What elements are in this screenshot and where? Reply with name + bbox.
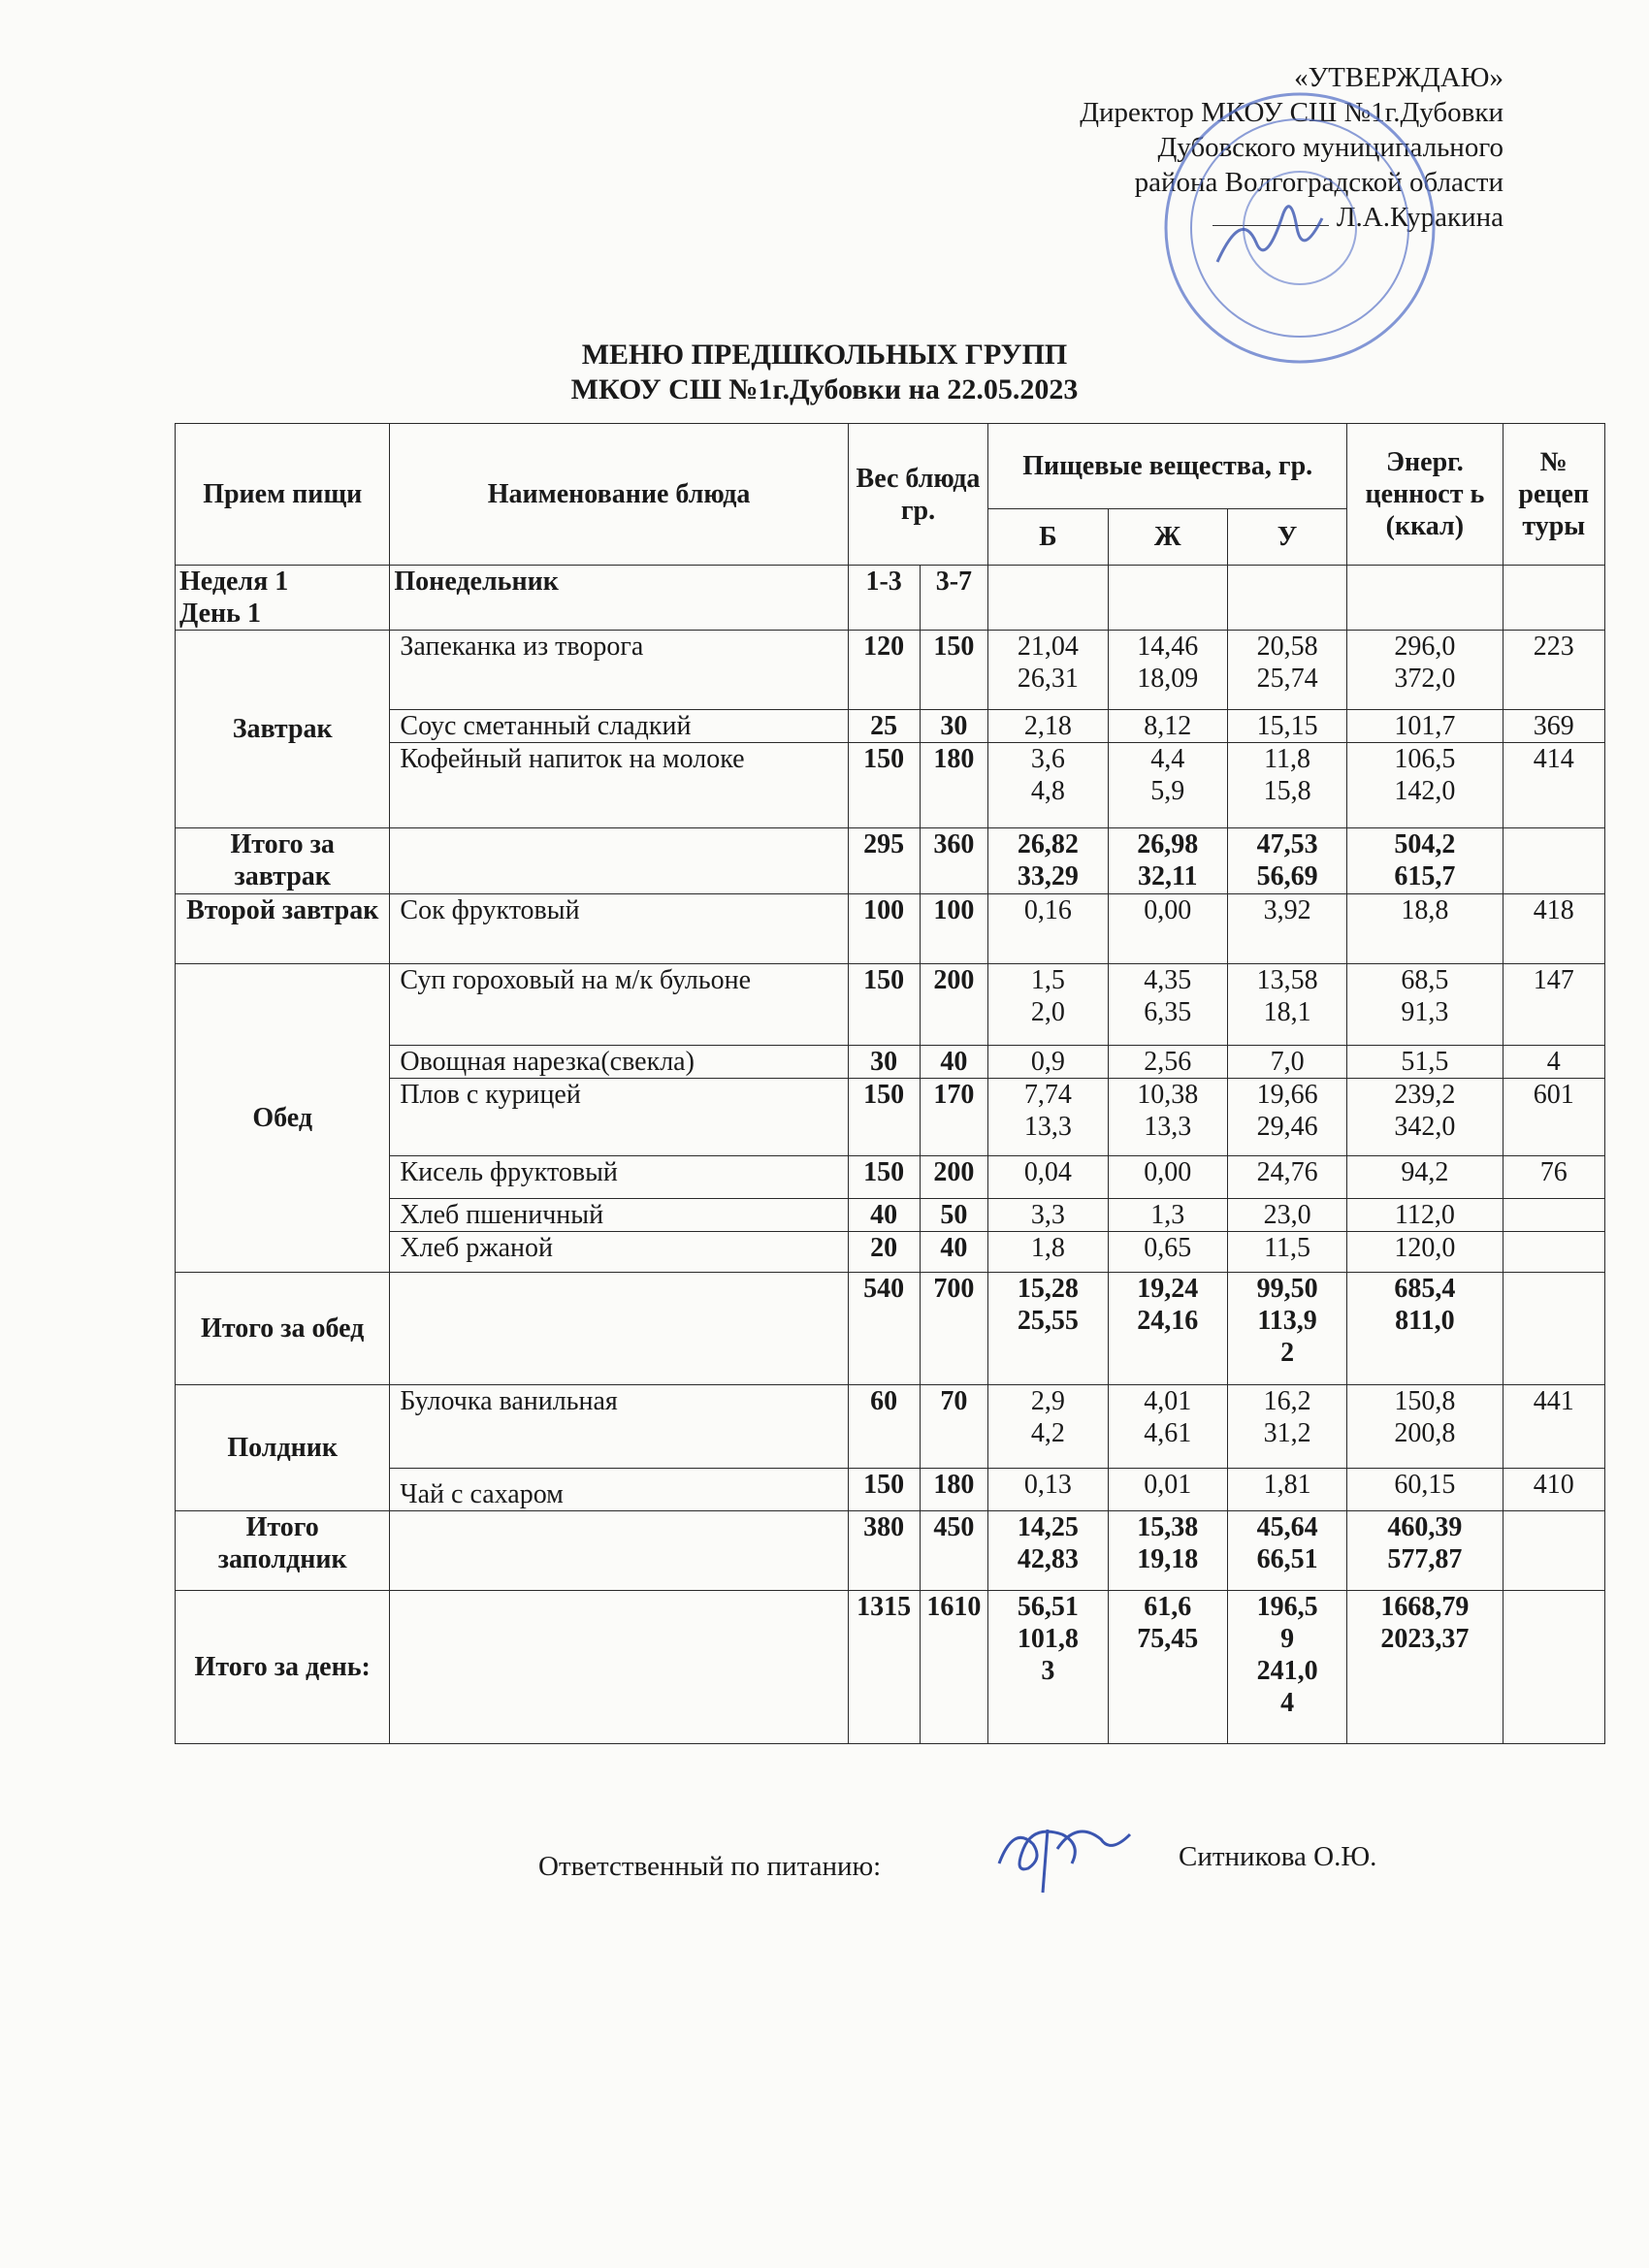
- value: 2: [1280, 1338, 1295, 1368]
- value: 16,2: [1263, 1386, 1311, 1416]
- header-zh: Ж: [1108, 509, 1227, 566]
- energy-cell: 101,7: [1347, 710, 1503, 743]
- table-row: [176, 631, 1605, 710]
- value: 14,25: [1017, 1512, 1079, 1542]
- carb-cell: [1227, 1511, 1346, 1591]
- empty-cell: [1503, 1591, 1605, 1744]
- protein-cell: [988, 1385, 1108, 1469]
- value: 99,50: [1256, 1274, 1318, 1304]
- value: 3: [1041, 1656, 1055, 1686]
- weight-1-3: 150: [848, 1469, 920, 1511]
- weight-3-7: 700: [920, 1273, 988, 1385]
- value: 42,83: [1017, 1544, 1079, 1574]
- carb-cell: 23,0: [1227, 1199, 1346, 1232]
- weight-1-3: 1315: [848, 1591, 920, 1744]
- value: 2,0: [1030, 997, 1065, 1027]
- value: 24,16: [1137, 1306, 1199, 1336]
- fat-cell: 0,00: [1108, 1156, 1227, 1199]
- recipe-number: 223: [1503, 631, 1605, 710]
- value: 18,09: [1137, 664, 1199, 694]
- carb-cell: [1227, 964, 1346, 1046]
- value: 20,58: [1256, 632, 1318, 662]
- table-row: [176, 1232, 1605, 1273]
- value: 296,0: [1394, 632, 1456, 662]
- header-energy: Энерг. ценност ь (ккал): [1347, 424, 1503, 566]
- table-row: [176, 1591, 1605, 1744]
- value: 101,8: [1017, 1624, 1079, 1654]
- weight-1-3: 150: [848, 1156, 920, 1199]
- energy-cell: [1347, 631, 1503, 710]
- title-line1: МЕНЮ ПРЕДШКОЛЬНЫХ ГРУПП: [581, 339, 1068, 371]
- value: 31,2: [1263, 1418, 1311, 1448]
- week-label1: Неделя 1: [179, 567, 289, 597]
- day-name: Понедельник: [390, 566, 848, 631]
- value: 113,9: [1257, 1306, 1317, 1336]
- protein-cell: [988, 631, 1108, 710]
- weight-1-3: 150: [848, 964, 920, 1046]
- age-group-1-3: 1-3: [848, 566, 920, 631]
- weight-1-3: 60: [848, 1385, 920, 1469]
- protein-cell: [988, 1273, 1108, 1385]
- responsible-label: Ответственный по питанию:: [538, 1851, 882, 1882]
- energy-cell: [1347, 1511, 1503, 1591]
- value: 56,69: [1256, 861, 1318, 891]
- value: 372,0: [1394, 664, 1456, 694]
- energy-cell: 18,8: [1347, 894, 1503, 964]
- recipe-number: 369: [1503, 710, 1605, 743]
- value: 239,2: [1394, 1080, 1456, 1110]
- value: 4,8: [1030, 776, 1065, 806]
- value: 4,4: [1150, 744, 1185, 774]
- weight-3-7: 170: [920, 1079, 988, 1156]
- value: 91,3: [1401, 997, 1449, 1027]
- fat-cell: [1108, 1273, 1227, 1385]
- weight-1-3: 540: [848, 1273, 920, 1385]
- weight-3-7: 1610: [920, 1591, 988, 1744]
- empty-cell: [1503, 1511, 1605, 1591]
- value: 32,11: [1137, 861, 1198, 891]
- fat-cell: 1,3: [1108, 1199, 1227, 1232]
- empty-cell: [1347, 566, 1503, 631]
- table-row: [176, 964, 1605, 1046]
- carb-cell: 1,81: [1227, 1469, 1346, 1511]
- recipe-number: 76: [1503, 1156, 1605, 1199]
- meal-second-breakfast: Второй завтрак: [176, 894, 390, 964]
- value: 11,8: [1264, 744, 1311, 774]
- header-weight: Вес блюда гр.: [848, 424, 987, 566]
- weight-1-3: 380: [848, 1511, 920, 1591]
- carb-cell: [1227, 1273, 1346, 1385]
- recipe-number: 410: [1503, 1469, 1605, 1511]
- approval-block: [931, 60, 1504, 235]
- value: 1,5: [1030, 965, 1065, 995]
- energy-cell: 60,15: [1347, 1469, 1503, 1511]
- menu-table: [175, 423, 1605, 1744]
- fat-cell: [1108, 1079, 1227, 1156]
- dish-name: Сок фруктовый: [390, 894, 848, 964]
- carb-cell: [1227, 1079, 1346, 1156]
- weight-3-7: 100: [920, 894, 988, 964]
- carb-cell: 24,76: [1227, 1156, 1346, 1199]
- empty-cell: [1108, 566, 1227, 631]
- week-label: [176, 566, 390, 631]
- dish-name: Чай с сахаром: [390, 1469, 848, 1511]
- protein-cell: [988, 1591, 1108, 1744]
- weight-3-7: 40: [920, 1046, 988, 1079]
- value: 4,2: [1030, 1418, 1065, 1448]
- value: 75,45: [1137, 1624, 1199, 1654]
- table-row: [176, 1511, 1605, 1591]
- fat-cell: [1108, 1385, 1227, 1469]
- value: 47,53: [1256, 829, 1318, 859]
- week-label2: День 1: [179, 599, 261, 629]
- value: 14,46: [1137, 632, 1199, 662]
- carb-cell: 11,5: [1227, 1232, 1346, 1273]
- table-row: [176, 1469, 1605, 1511]
- protein-cell: [988, 743, 1108, 828]
- empty-cell: [1503, 1273, 1605, 1385]
- fat-cell: 0,65: [1108, 1232, 1227, 1273]
- age-group-3-7: 3-7: [920, 566, 988, 631]
- fat-cell: 2,56: [1108, 1046, 1227, 1079]
- recipe-number: 601: [1503, 1079, 1605, 1156]
- table-row: [176, 743, 1605, 828]
- header-u: У: [1227, 509, 1346, 566]
- value: 4,61: [1144, 1418, 1192, 1448]
- total-snack-label: Итого заполдник: [176, 1511, 390, 1591]
- value: 61,6: [1144, 1592, 1192, 1622]
- meal-lunch: Обед: [176, 964, 390, 1273]
- value: 26,98: [1137, 829, 1199, 859]
- value: 342,0: [1394, 1112, 1456, 1142]
- fat-cell: [1108, 1511, 1227, 1591]
- weight-1-3: 100: [848, 894, 920, 964]
- document-title: [0, 338, 1649, 407]
- value: 26,82: [1017, 829, 1079, 859]
- dish-name: Кисель фруктовый: [390, 1156, 848, 1199]
- dish-name: Булочка ванильная: [390, 1385, 848, 1469]
- approval-line3: Дубовского муниципального: [1157, 132, 1504, 163]
- total-breakfast-label: Итого за завтрак: [176, 828, 390, 894]
- weight-3-7: 450: [920, 1511, 988, 1591]
- weight-3-7: 180: [920, 1469, 988, 1511]
- total-lunch-label: Итого за обед: [176, 1273, 390, 1385]
- weight-3-7: 360: [920, 828, 988, 894]
- recipe-number: 414: [1503, 743, 1605, 828]
- empty-cell: [390, 1273, 848, 1385]
- protein-cell: [988, 828, 1108, 894]
- table-row: [176, 566, 1605, 631]
- value: 200,8: [1394, 1418, 1456, 1448]
- empty-cell: [390, 828, 848, 894]
- empty-cell: [1503, 828, 1605, 894]
- dish-name: Запеканка из творога: [390, 631, 848, 710]
- energy-cell: [1347, 1385, 1503, 1469]
- meal-afternoon-snack: Полдник: [176, 1385, 390, 1511]
- value: 26,31: [1017, 664, 1079, 694]
- value: 9: [1280, 1624, 1295, 1654]
- value: 7,74: [1023, 1080, 1072, 1110]
- fat-cell: [1108, 743, 1227, 828]
- value: 13,58: [1256, 965, 1318, 995]
- value: 15,8: [1263, 776, 1311, 806]
- carb-cell: [1227, 1385, 1346, 1469]
- table-row: [176, 1273, 1605, 1385]
- energy-cell: [1347, 828, 1503, 894]
- energy-cell: [1347, 964, 1503, 1046]
- table-row: [176, 828, 1605, 894]
- value: 21,04: [1017, 632, 1079, 662]
- table-row: [176, 1079, 1605, 1156]
- fat-cell: 0,00: [1108, 894, 1227, 964]
- value: 4,35: [1144, 965, 1192, 995]
- weight-1-3: 120: [848, 631, 920, 710]
- value: 56,51: [1017, 1592, 1079, 1622]
- weight-3-7: 200: [920, 1156, 988, 1199]
- weight-1-3: 20: [848, 1232, 920, 1273]
- value: 106,5: [1394, 744, 1456, 774]
- value: 241,0: [1256, 1656, 1318, 1686]
- title-line2: МКОУ СШ №1г.Дубовки на 22.05.2023: [570, 373, 1079, 405]
- value: 142,0: [1394, 776, 1456, 806]
- value: 2,9: [1030, 1386, 1065, 1416]
- value: 685,4: [1394, 1274, 1456, 1304]
- value: 10,38: [1137, 1080, 1199, 1110]
- value: 196,5: [1256, 1592, 1318, 1622]
- carb-cell: [1227, 743, 1346, 828]
- recipe-number: 4: [1503, 1046, 1605, 1079]
- weight-1-3: 40: [848, 1199, 920, 1232]
- table-row: [176, 1156, 1605, 1199]
- empty-cell: [1503, 1199, 1605, 1232]
- total-day-label: Итого за день:: [176, 1591, 390, 1744]
- approval-signer-line: [931, 200, 1504, 235]
- empty-cell: [390, 1591, 848, 1744]
- value: 3,6: [1030, 744, 1065, 774]
- table-row: [176, 894, 1605, 964]
- energy-cell: [1347, 1273, 1503, 1385]
- weight-3-7: 50: [920, 1199, 988, 1232]
- energy-cell: 112,0: [1347, 1199, 1503, 1232]
- value: 25,74: [1256, 664, 1318, 694]
- value: 6,35: [1144, 997, 1192, 1027]
- value: 504,2: [1394, 829, 1456, 859]
- table-row: [176, 1199, 1605, 1232]
- carb-cell: 7,0: [1227, 1046, 1346, 1079]
- weight-1-3: 25: [848, 710, 920, 743]
- weight-3-7: 200: [920, 964, 988, 1046]
- header-meal: Прием пищи: [176, 424, 390, 566]
- value: 33,29: [1017, 861, 1079, 891]
- carb-cell: [1227, 828, 1346, 894]
- energy-cell: [1347, 1079, 1503, 1156]
- value: 4: [1280, 1688, 1295, 1718]
- empty-cell: [1503, 1232, 1605, 1273]
- approval-position: Директор МКОУ СШ №1г.Дубовки: [1080, 97, 1504, 128]
- value: 19,66: [1256, 1080, 1318, 1110]
- signature-line: [1212, 225, 1329, 226]
- header-b: Б: [988, 509, 1108, 566]
- recipe-number: 147: [1503, 964, 1605, 1046]
- weight-3-7: 180: [920, 743, 988, 828]
- approval-signer: Л.А.Куракина: [1336, 202, 1504, 233]
- carb-cell: [1227, 631, 1346, 710]
- empty-cell: [988, 566, 1108, 631]
- protein-cell: 0,16: [988, 894, 1108, 964]
- header-dish: Наименование блюда: [390, 424, 848, 566]
- handwritten-signature: [989, 1810, 1135, 1897]
- weight-1-3: 150: [848, 1079, 920, 1156]
- carb-cell: [1227, 1591, 1346, 1744]
- weight-1-3: 150: [848, 743, 920, 828]
- value: 460,39: [1387, 1512, 1463, 1542]
- energy-cell: 94,2: [1347, 1156, 1503, 1199]
- protein-cell: [988, 964, 1108, 1046]
- table-row: [176, 710, 1605, 743]
- dish-name: Соус сметанный сладкий: [390, 710, 848, 743]
- fat-cell: [1108, 631, 1227, 710]
- dish-name: Хлеб ржаной: [390, 1232, 848, 1273]
- table-row: [176, 1046, 1605, 1079]
- approval-line4: района Волгоградской области: [1134, 167, 1504, 198]
- fat-cell: 8,12: [1108, 710, 1227, 743]
- weight-3-7: 150: [920, 631, 988, 710]
- protein-cell: [988, 1079, 1108, 1156]
- approval-title: «УТВЕРЖДАЮ»: [1294, 62, 1504, 93]
- weight-1-3: 295: [848, 828, 920, 894]
- value: 19,24: [1137, 1274, 1199, 1304]
- weight-3-7: 40: [920, 1232, 988, 1273]
- responsible-name: Ситникова О.Ю.: [1179, 1841, 1377, 1872]
- carb-cell: 3,92: [1227, 894, 1346, 964]
- carb-cell: 15,15: [1227, 710, 1346, 743]
- dish-name: Овощная нарезка(свекла): [390, 1046, 848, 1079]
- energy-cell: 120,0: [1347, 1232, 1503, 1273]
- energy-cell: 51,5: [1347, 1046, 1503, 1079]
- dish-name: Кофейный напиток на молоке: [390, 743, 848, 828]
- recipe-number: 441: [1503, 1385, 1605, 1469]
- value: 5,9: [1150, 776, 1185, 806]
- empty-cell: [1227, 566, 1346, 631]
- protein-cell: 1,8: [988, 1232, 1108, 1273]
- energy-cell: [1347, 743, 1503, 828]
- energy-cell: [1347, 1591, 1503, 1744]
- meal-breakfast: Завтрак: [176, 631, 390, 828]
- value: 68,5: [1401, 965, 1449, 995]
- empty-cell: [390, 1511, 848, 1591]
- value: 25,55: [1017, 1306, 1079, 1336]
- value: 2023,37: [1380, 1624, 1470, 1654]
- recipe-number: 418: [1503, 894, 1605, 964]
- protein-cell: 3,3: [988, 1199, 1108, 1232]
- value: 29,46: [1256, 1112, 1318, 1142]
- dish-name: Суп гороховый на м/к бульоне: [390, 964, 848, 1046]
- value: 150,8: [1394, 1386, 1456, 1416]
- value: 13,3: [1144, 1112, 1192, 1142]
- value: 577,87: [1387, 1544, 1463, 1574]
- fat-cell: [1108, 828, 1227, 894]
- weight-3-7: 70: [920, 1385, 988, 1469]
- protein-cell: 2,18: [988, 710, 1108, 743]
- protein-cell: [988, 1511, 1108, 1591]
- header-recipe: № рецеп туры: [1503, 424, 1605, 566]
- dish-name: Хлеб пшеничный: [390, 1199, 848, 1232]
- protein-cell: 0,04: [988, 1156, 1108, 1199]
- weight-1-3: 30: [848, 1046, 920, 1079]
- fat-cell: [1108, 1591, 1227, 1744]
- table-row: [176, 1385, 1605, 1469]
- value: 811,0: [1395, 1306, 1455, 1336]
- weight-3-7: 30: [920, 710, 988, 743]
- value: 15,38: [1137, 1512, 1199, 1542]
- value: 19,18: [1137, 1544, 1199, 1574]
- value: 45,64: [1256, 1512, 1318, 1542]
- protein-cell: 0,9: [988, 1046, 1108, 1079]
- dish-name: Плов с курицей: [390, 1079, 848, 1156]
- value: 615,7: [1394, 861, 1456, 891]
- fat-cell: [1108, 964, 1227, 1046]
- protein-cell: 0,13: [988, 1469, 1108, 1511]
- header-nutrients: Пищевые вещества, гр.: [988, 424, 1347, 509]
- value: 13,3: [1023, 1112, 1072, 1142]
- value: 66,51: [1256, 1544, 1318, 1574]
- value: 1668,79: [1380, 1592, 1470, 1622]
- value: 15,28: [1017, 1274, 1079, 1304]
- value: 18,1: [1263, 997, 1311, 1027]
- fat-cell: 0,01: [1108, 1469, 1227, 1511]
- value: 4,01: [1144, 1386, 1192, 1416]
- empty-cell: [1503, 566, 1605, 631]
